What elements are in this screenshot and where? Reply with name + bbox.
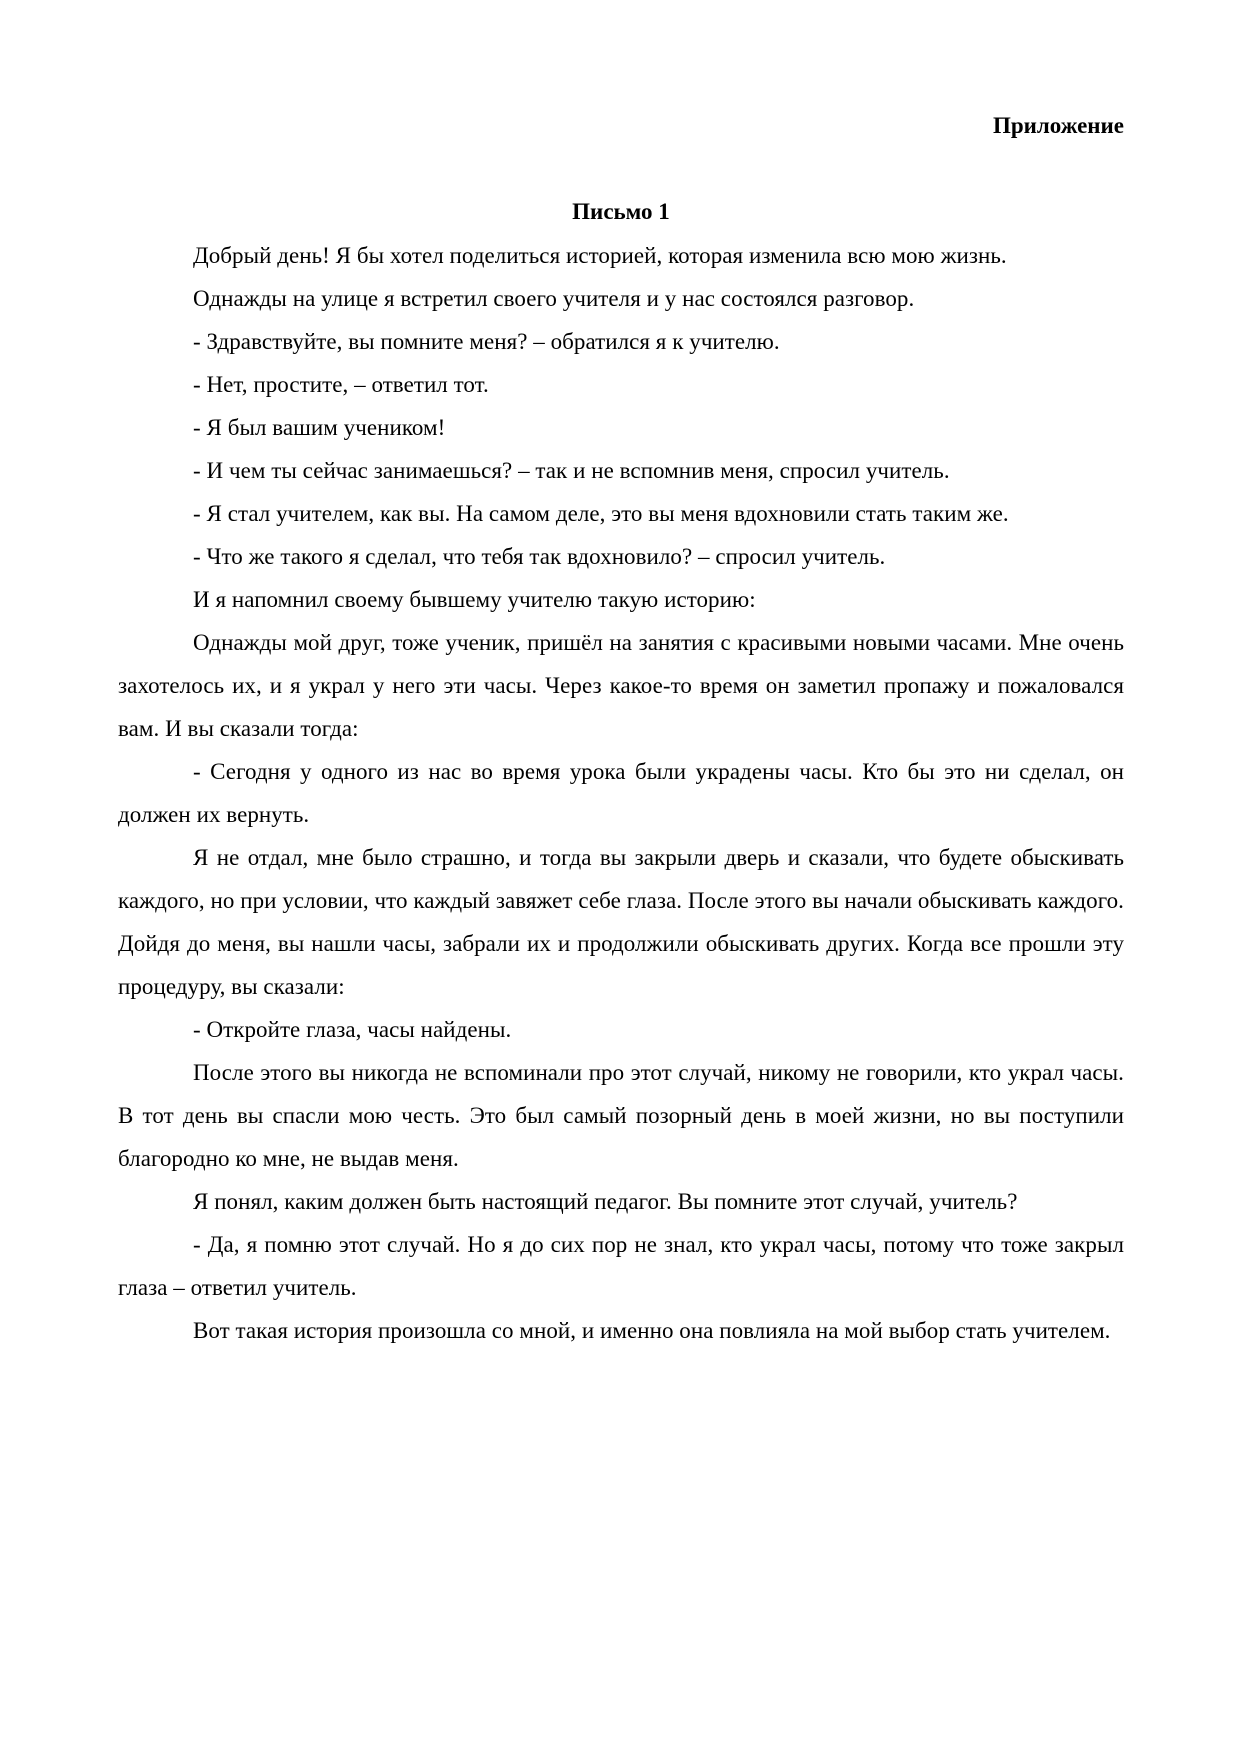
- paragraph: Однажды мой друг, тоже ученик, пришёл на занятия с красивыми новыми часами. Мне очень захотелось их, и я украл у него эти часы. Через какое-то время он заметил пропажу и пожаловался вам. И вы сказали тогда:: [118, 630, 1124, 741]
- paragraph: - Сегодня у одного из нас во время урока были украдены часы. Кто бы это ни сделал, он должен их вернуть.: [118, 759, 1124, 827]
- paragraph: Я не отдал, мне было страшно, и тогда вы закрыли дверь и сказали, что будете обыскивать каждого, но при условии, что каждый завяжет себе глаза. После этого вы начали обыскивать каждого. Дойдя до меня, вы нашли часы, забрали их и продолжили обыскивать других. Когда все прошли эту процедуру, вы сказали:: [118, 845, 1124, 999]
- paragraph: - И чем ты сейчас занимаешься? – так и не вспомнив меня, спросил учитель.: [193, 458, 950, 483]
- letter-body: [118, 234, 1124, 1352]
- paragraph: После этого вы никогда не вспоминали про этот случай, никому не говорили, кто украл часы. В тот день вы спасли мою честь. Это был самый позорный день в моей жизни, но вы поступили благородно ко мне, не выдав меня.: [118, 1060, 1124, 1171]
- paragraph: - Нет, простите, – ответил тот.: [193, 372, 489, 397]
- appendix-label: Приложение: [992, 113, 1124, 138]
- paragraph: И я напомнил своему бывшему учителю такую историю:: [193, 587, 756, 612]
- paragraph: - Да, я помню этот случай. Но я до сих пор не знал, кто украл часы, потому что тоже закрыл глаза – ответил учитель.: [118, 1232, 1124, 1300]
- paragraph: - Я был вашим учеником!: [193, 415, 446, 440]
- paragraph: Вот такая история произошла со мной, и именно она повлияла на мой выбор стать учителем.: [193, 1318, 1111, 1343]
- paragraph: - Откройте глаза, часы найдены.: [193, 1017, 512, 1042]
- paragraph: - Что же такого я сделал, что тебя так вдохновило? – спросил учитель.: [193, 544, 886, 569]
- paragraph: - Здравствуйте, вы помните меня? – обратился я к учителю.: [193, 329, 780, 354]
- paragraph: - Я стал учителем, как вы. На самом деле, это вы меня вдохновили стать таким же.: [193, 501, 1009, 526]
- paragraph: Однажды на улице я встретил своего учителя и у нас состоялся разговор.: [193, 286, 915, 311]
- paragraph: Я понял, каким должен быть настоящий педагог. Вы помните этот случай, учитель?: [193, 1189, 1018, 1214]
- letter-title: Письмо 1: [572, 199, 670, 224]
- document-page: [118, 110, 1124, 1352]
- paragraph: Добрый день! Я бы хотел поделиться историей, которая изменила всю мою жизнь.: [193, 243, 1007, 268]
